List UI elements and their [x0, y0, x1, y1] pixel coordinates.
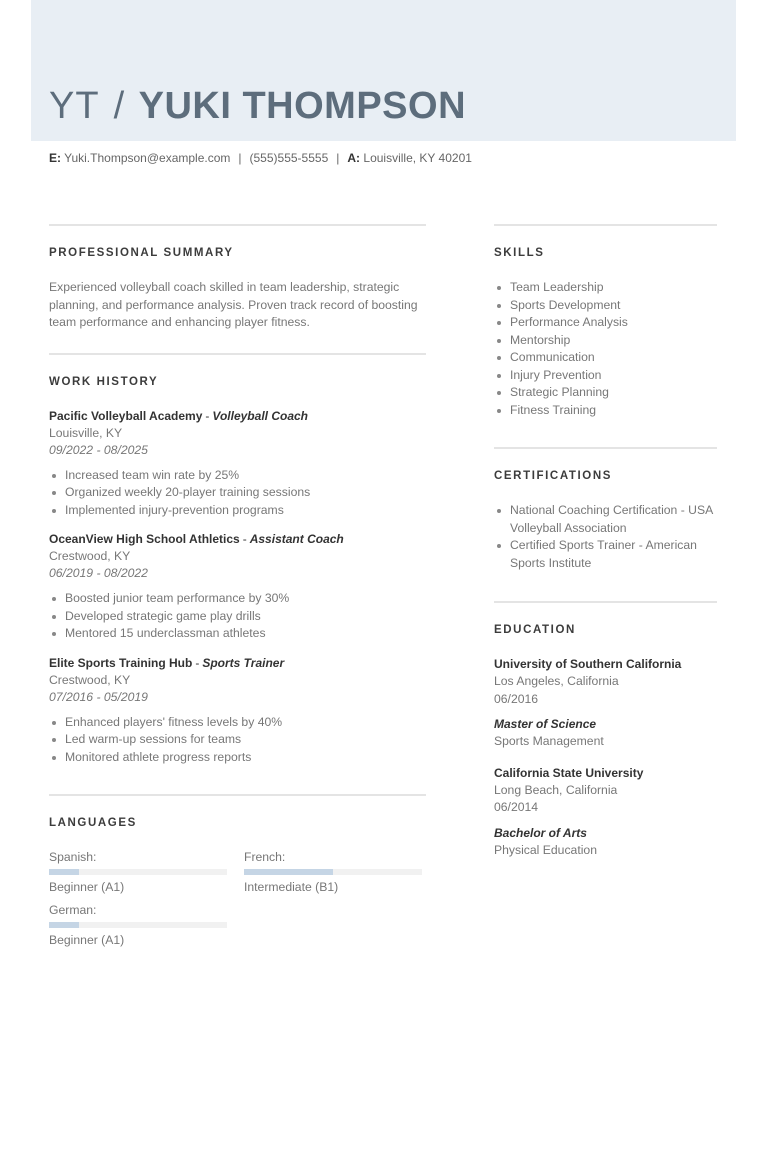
- education-degree: Master of Science: [494, 717, 597, 731]
- job-title: Sports Trainer: [202, 655, 285, 670]
- summary-text: Experienced volleyball coach skilled in team leadership, strategic planning, and performance analysis. Proven track record of boosting team performance and enhancing player fitness.: [49, 280, 418, 329]
- education-school: University of Southern California: [494, 657, 682, 671]
- job-location: Crestwood, KY: [49, 672, 131, 687]
- job-entry: [49, 408, 426, 520]
- job-dash: -: [195, 655, 200, 670]
- right-column: [494, 224, 717, 869]
- work-section: [49, 353, 426, 767]
- certifications-title: CERTIFICATIONS: [494, 470, 613, 482]
- certification-item: National Coaching Certification - USA Volleyball Association: [494, 502, 717, 537]
- job-bullet: Organized weekly 20-player training sessions: [49, 484, 426, 502]
- education-field: Physical Education: [494, 842, 597, 857]
- job-entry: [49, 531, 426, 643]
- work-title: WORK HISTORY: [49, 375, 159, 388]
- job-dash: -: [205, 408, 210, 423]
- skills-title: SKILLS: [494, 247, 545, 259]
- full-name: YUKI THOMPSON: [138, 85, 467, 127]
- language-bar: [244, 869, 422, 875]
- language-item: [244, 849, 422, 895]
- education-date: 06/2016: [494, 691, 539, 706]
- job-location: Crestwood, KY: [49, 549, 131, 563]
- skill-item: Mentorship: [494, 332, 717, 350]
- job-bullet: Monitored athlete progress reports: [49, 749, 426, 767]
- language-item: [49, 849, 227, 895]
- skill-item: Team Leadership: [494, 279, 717, 297]
- job-employer: OceanView High School Athletics: [49, 532, 240, 546]
- job-bullet: Developed strategic game play drills: [49, 608, 426, 626]
- education-section: [494, 601, 717, 859]
- language-item: [49, 902, 227, 948]
- languages-grid: [49, 849, 426, 949]
- phone-number: (555)555-5555: [249, 151, 329, 165]
- job-bullets: [49, 714, 426, 767]
- job-employer: Elite Sports Training Hub: [49, 655, 193, 670]
- languages-title: LANGUAGES: [49, 817, 137, 829]
- job-dash: -: [242, 532, 247, 546]
- education-location: Long Beach, California: [494, 782, 618, 797]
- job-bullet: Mentored 15 underclassman athletes: [49, 625, 426, 643]
- job-entry: [49, 655, 426, 767]
- summary-section: [49, 224, 426, 332]
- education-entry: [494, 765, 717, 860]
- education-location: Los Angeles, California: [494, 674, 619, 688]
- address-label: A:: [347, 151, 361, 165]
- name-heading: [49, 84, 466, 128]
- language-level: Beginner (A1): [49, 880, 125, 894]
- email-label: E:: [49, 151, 61, 165]
- language-name: Spanish:: [49, 850, 97, 864]
- job-bullets: [49, 467, 426, 520]
- education-field: Sports Management: [494, 734, 604, 748]
- job-dates: 07/2016 - 05/2019: [49, 689, 148, 704]
- skill-item: Injury Prevention: [494, 367, 717, 385]
- name-slash: /: [113, 85, 125, 127]
- certifications-section: [494, 447, 717, 572]
- summary-title: PROFESSIONAL SUMMARY: [49, 247, 234, 259]
- language-bar-fill: [244, 869, 333, 875]
- job-bullet: Increased team win rate by 25%: [49, 467, 426, 485]
- contact-separator: |: [238, 151, 242, 165]
- job-header: [49, 531, 426, 547]
- education-entry: [494, 656, 717, 751]
- header-band: [31, 0, 736, 141]
- skills-list: [494, 279, 717, 419]
- left-column: [49, 224, 426, 949]
- resume-page: [31, 0, 736, 1152]
- languages-section: [49, 794, 426, 949]
- job-title: Volleyball Coach: [212, 408, 308, 423]
- job-header: [49, 655, 426, 671]
- language-bar: [49, 922, 227, 928]
- job-bullet: Led warm-up sessions for teams: [49, 731, 426, 749]
- language-bar-fill: [49, 922, 79, 928]
- job-bullet: Implemented injury-prevention programs: [49, 502, 426, 520]
- language-level: Beginner (A1): [49, 933, 125, 947]
- job-header: [49, 408, 426, 424]
- job-bullet: Boosted junior team performance by 30%: [49, 590, 426, 608]
- job-title: Assistant Coach: [249, 532, 344, 546]
- certification-item: Certified Sports Trainer - American Sports Institute: [494, 537, 717, 572]
- language-name: French:: [244, 850, 286, 864]
- job-dates: 09/2022 - 08/2025: [49, 442, 148, 457]
- job-bullets: [49, 590, 426, 643]
- contact-separator: |: [336, 151, 340, 165]
- education-degree: Bachelor of Arts: [494, 825, 587, 840]
- education-title: EDUCATION: [494, 624, 576, 636]
- skills-section: [494, 224, 717, 419]
- job-employer: Pacific Volleyball Academy: [49, 408, 203, 423]
- address: Louisville, KY 40201: [363, 151, 472, 165]
- education-date: 06/2014: [494, 800, 539, 814]
- skill-item: Performance Analysis: [494, 314, 717, 332]
- skill-item: Communication: [494, 349, 717, 367]
- skill-item: Strategic Planning: [494, 384, 717, 402]
- language-name: German:: [49, 903, 97, 917]
- skill-item: Fitness Training: [494, 402, 717, 420]
- contact-line: [49, 151, 472, 165]
- job-dates: 06/2019 - 08/2022: [49, 566, 148, 580]
- language-bar: [49, 869, 227, 875]
- language-bar-fill: [49, 869, 79, 875]
- job-location: Louisville, KY: [49, 425, 123, 440]
- email-link[interactable]: Yuki.Thompson@example.com: [64, 151, 231, 165]
- initials: YT: [49, 85, 100, 127]
- language-level: Intermediate (B1): [244, 880, 339, 894]
- job-bullet: Enhanced players' fitness levels by 40%: [49, 714, 426, 732]
- certifications-list: [494, 502, 717, 572]
- skill-item: Sports Development: [494, 297, 717, 315]
- education-school: California State University: [494, 765, 644, 780]
